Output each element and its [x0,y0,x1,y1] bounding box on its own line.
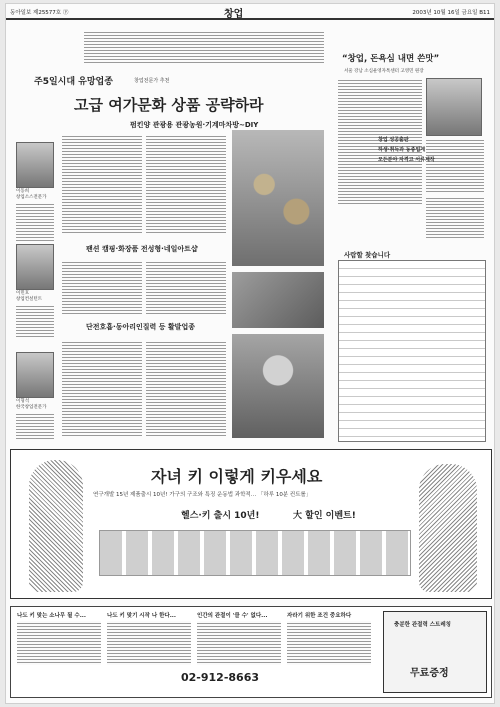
side-article-title: “창업, 돈욕심 내면 쓴맛” [342,54,440,64]
bottom-col-3: 인간의 관절이 '클 수' 없다... [197,613,268,619]
bottom-right-value: 무료증정 [410,668,449,679]
person-caption-1 [16,202,54,242]
bottom-col-2: 나도 키 맞기 시작 나 한다... [107,613,176,619]
article-body-6 [146,340,226,438]
page-header [6,4,494,20]
main-headline: 고급 여가문화 상품 공략하라 [74,96,264,114]
job-listing-table [338,260,486,442]
person-title-1: 창업소스전문가 [16,195,47,200]
side-tag-2: 하생·취득과 동종업계 [378,147,426,153]
ad-body-silhouette-right [419,464,477,592]
article-kicker: 주5일시대 유망업종 [34,77,113,87]
article-body-1 [62,134,142,234]
portrait-photo-2 [16,244,54,290]
person-caption-3 [16,412,54,440]
article-body-3 [62,260,142,314]
person-name-1: 이동희 [16,189,30,194]
person-title-3: 한국창업전문가 [16,405,47,410]
bottom-col-4: 자라기 위한 조건 중요하다 [287,613,352,619]
photo-family-camping [232,272,324,328]
article-body-5 [62,340,142,438]
bottom-col-3-text [197,621,281,665]
person-name-2: 이민호 [16,291,30,296]
article-body-2 [146,134,226,234]
newspaper-page [6,4,494,703]
page-date: 2003년 10월 16일 금요일 B11 [412,10,490,16]
ad-brand: 헬스·키 출시 10년! [181,511,260,521]
growth-advertisement [10,449,492,599]
bottom-col-2-text [107,621,191,665]
photo-meditation [232,334,324,438]
ad-title: 자녀 키 이렇게 키우세요 [151,467,323,486]
person-title-2: 창업컨설턴트 [16,297,43,302]
job-table-title: 사람할 찾습니다 [344,251,391,259]
sub-headline-3: 단전호흡·동아리인질력 등 활발업종 [86,323,195,331]
portrait-photo-1 [16,142,54,188]
bottom-col-4-text [287,621,371,665]
side-tag-3: 모든분야 자격고 서류제작 [378,157,435,163]
ad-device-strip [99,530,411,576]
bottom-col-1: 나도 키 맞는 소나무 될 수... [17,613,86,619]
article-body-4 [146,260,226,314]
bottom-right-box [383,611,487,693]
sub-headline-2: 팬션 캠핑·화장품 전성형·네일아트샵 [86,245,198,253]
ad-body-silhouette [29,460,83,592]
bottom-phone: 02-912-8663 [181,671,260,684]
photo-pumpkin-farm [232,130,324,266]
bottom-ad-strip [10,606,492,698]
side-article-subtitle: 서울 강남 소심운영자톡센터 고영민 원장 [344,69,424,74]
paper-edition: 동아일보 제25577호 ㊦ [10,10,69,16]
sub-headline-1: 펌킨양 관광용 관광농원·기계마차방~DIY [130,121,259,129]
bottom-col-1-text [17,621,101,665]
article-kicker-sub: 창업전문가 추천 [134,78,170,84]
section-title: 창업 [224,9,244,20]
ad-promo: 大 할인 이벤트! [293,511,356,521]
person-caption-2 [16,304,54,338]
portrait-photo-3 [16,352,54,398]
side-portrait-caption [426,138,484,194]
side-portrait [426,78,482,136]
bottom-right-label: 충분한 관절력 스트레칭 [394,622,451,628]
side-article-body-2 [426,196,484,240]
side-tag-1: 창업 성공출판 [378,137,409,143]
ad-lead: 연구개발 15년 제품출시 10년! 가구의 구조와 특징 운동법 과학적… 「하루 10분 컨트롤」 [93,492,312,498]
person-name-3: 이형석 [16,399,30,404]
intro-text [84,30,324,64]
